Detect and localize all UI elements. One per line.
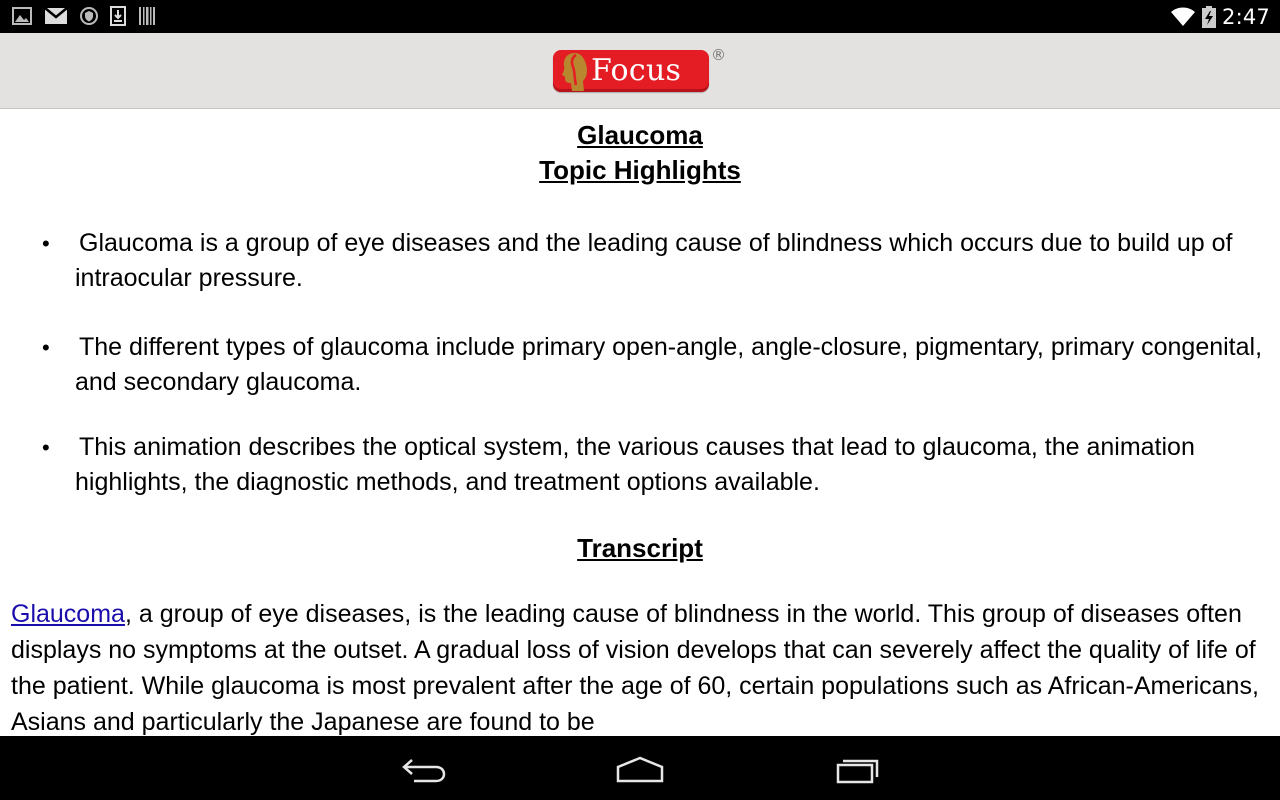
- system-indicators: [1170, 5, 1270, 29]
- transcript-heading: Transcript: [577, 533, 703, 563]
- notification-icons: [12, 6, 156, 26]
- logo-text: Focus: [591, 53, 682, 88]
- back-icon: [400, 754, 448, 784]
- home-icon: [615, 754, 665, 784]
- recents-icon: [834, 754, 882, 784]
- page-title: Glaucoma: [577, 120, 703, 150]
- list-item: • Glaucoma is a group of eye diseases and the leading cause of blindness which occurs due to build up of intraocular pressure.: [0, 226, 1280, 296]
- shield-icon: [80, 7, 98, 25]
- battery-charging-icon: [1202, 6, 1216, 28]
- glaucoma-link[interactable]: Glaucoma: [11, 600, 125, 628]
- logo-badge: [553, 50, 709, 92]
- navigation-bar: [0, 736, 1280, 800]
- list-item: • The different types of glaucoma include primary open-angle, angle-closure, pigmentary, primary congenital, and secondary glaucoma.: [0, 330, 1280, 400]
- barcode-icon: [138, 6, 156, 26]
- clock: 2:47: [1222, 5, 1270, 29]
- head-profile-icon: [559, 51, 589, 91]
- image-icon: [12, 7, 32, 25]
- transcript-paragraph: [0, 596, 1280, 736]
- focus-logo[interactable]: [553, 48, 729, 94]
- status-bar: [0, 0, 1280, 33]
- list-item: • This animation describes the optical system, the various causes that lead to glaucoma, the animation highlights, the diagnostic methods, and treatment options available.: [0, 430, 1280, 500]
- article-content[interactable]: [0, 110, 1280, 736]
- back-button[interactable]: [396, 752, 452, 786]
- title-block: [0, 110, 1280, 188]
- home-button[interactable]: [612, 752, 668, 786]
- wifi-icon: [1170, 7, 1196, 27]
- app-header: [0, 33, 1280, 109]
- registered-mark: ®: [711, 46, 726, 64]
- transcript-text: , a group of eye diseases, is the leading cause of blindness in the world. This group of diseases often displays no symptoms at the outset. A gradual loss of vision develops that can severely affect the quality of life of the patient. While glaucoma is most prevalent after the age of 60, certain populations such as African-Americans, Asians and particularly the Japanese are found to be: [11, 600, 1259, 736]
- recents-button[interactable]: [830, 752, 886, 786]
- gmail-icon: [44, 7, 68, 25]
- page-subtitle: Topic Highlights: [539, 155, 741, 185]
- download-icon: [110, 6, 126, 26]
- highlights-list: [0, 226, 1280, 500]
